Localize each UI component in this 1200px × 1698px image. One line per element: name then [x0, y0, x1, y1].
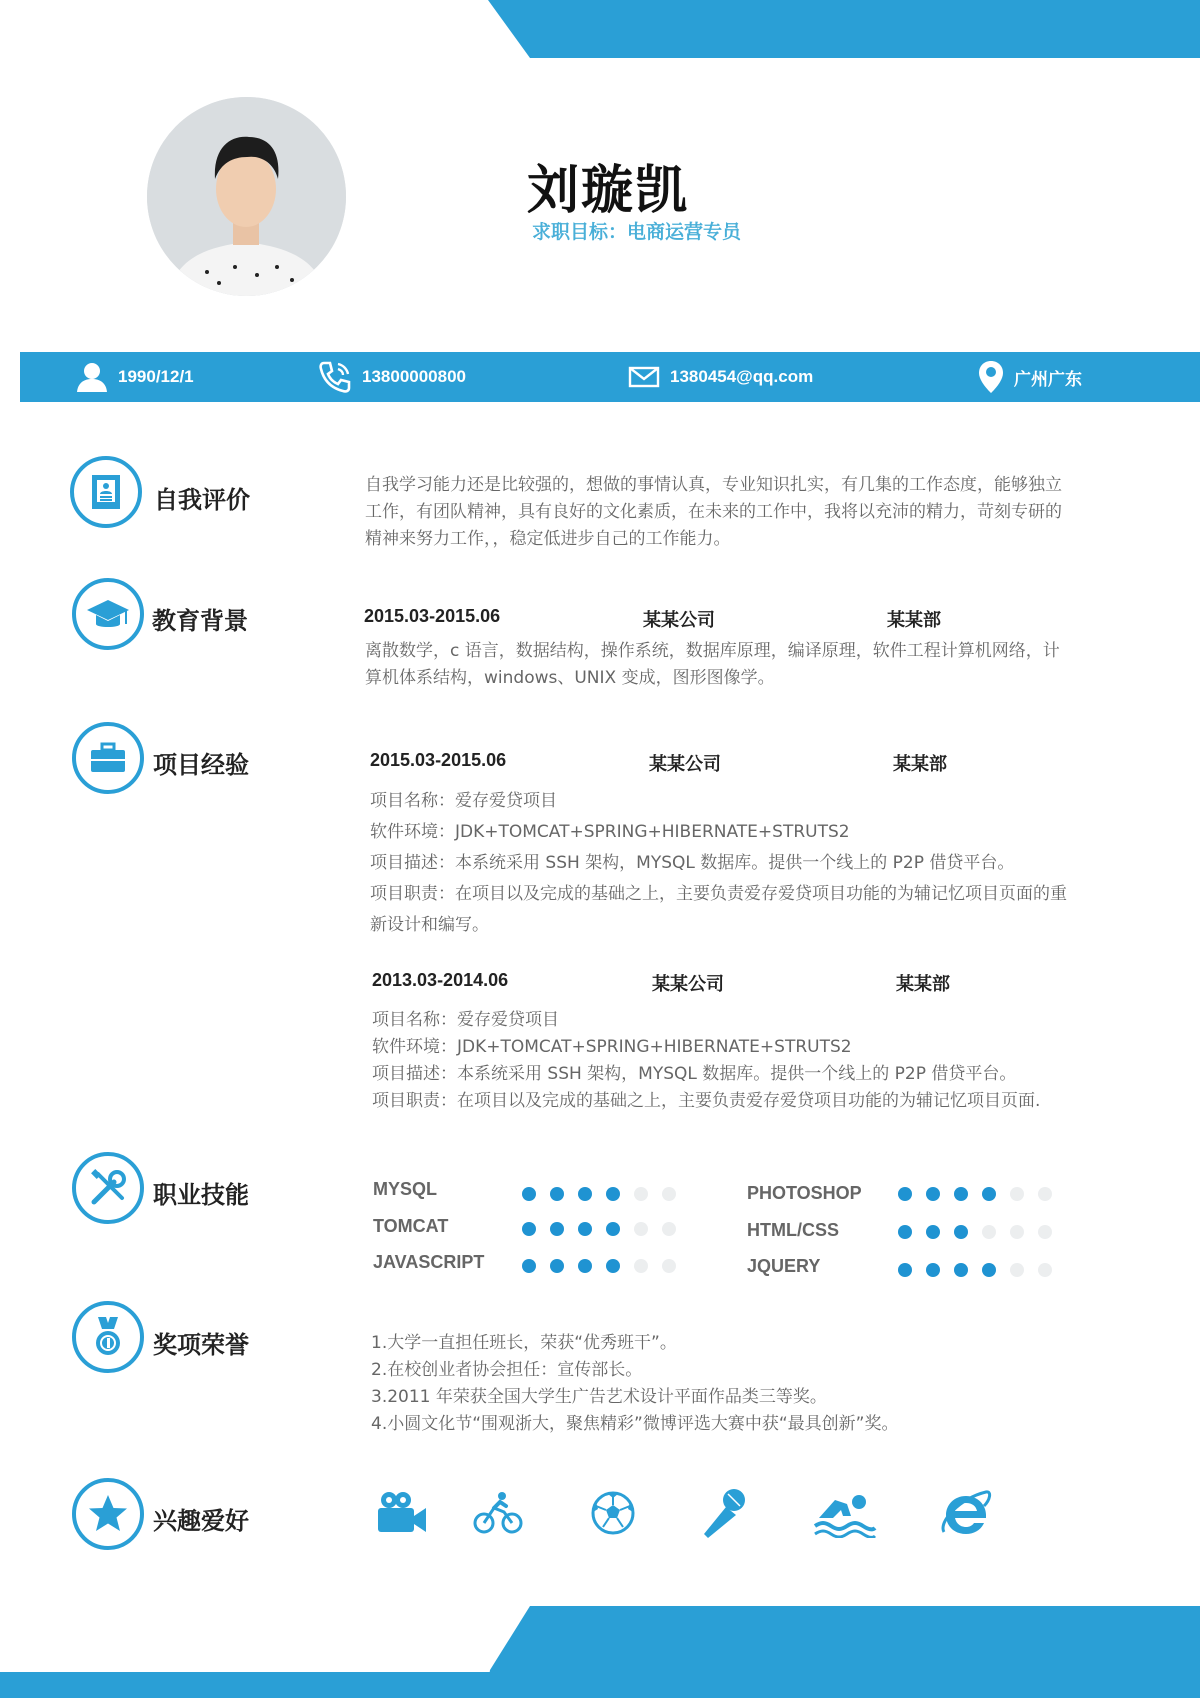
microphone-icon [698, 1486, 748, 1544]
self-eval-text [365, 472, 1125, 553]
skill-name: JAVASCRIPT [373, 1252, 485, 1272]
project-line: 软件环境：JDK+TOMCAT+SPRING+HIBERNATE+STRUTS2 [370, 822, 850, 842]
education-line: 算机体系结构，windows、UNIX 变成，图形图像学。 [365, 668, 775, 688]
skill-dot-filled [898, 1187, 912, 1201]
applicant-name: 刘璇凯 [527, 161, 690, 221]
skill-dot-filled [954, 1263, 968, 1277]
project-line: 项目名称：爱存爱贷项目 [372, 1010, 559, 1030]
location-item [978, 352, 1082, 402]
awards-section-icon [72, 1301, 144, 1373]
birthday-item [76, 352, 194, 402]
projects-section-icon [72, 722, 144, 794]
skill-dot-filled [926, 1187, 940, 1201]
phone-icon [318, 360, 352, 394]
skill-dot-filled [578, 1222, 592, 1236]
skill-dot-empty [1010, 1225, 1024, 1239]
awards-title: 奖项荣誉 [153, 1331, 249, 1359]
project-company: 某某公司 [652, 974, 724, 994]
award-line: 3.2011 年荣获全国大学生广告艺术设计平面作品类三等奖。 [371, 1387, 827, 1407]
project-line: 软件环境：JDK+TOMCAT+SPRING+HIBERNATE+STRUTS2 [372, 1037, 852, 1057]
skill-level-dots [898, 1187, 1052, 1201]
location-text: 广州广东 [1014, 369, 1082, 389]
skill-dot-filled [898, 1225, 912, 1239]
project-period: 2013.03-2014.06 [372, 970, 509, 990]
self-eval-title: 自我评价 [154, 486, 250, 514]
skill-dot-empty [634, 1187, 648, 1201]
project-dept: 某某部 [896, 974, 950, 994]
skill-dot-empty [662, 1187, 676, 1201]
swimming-icon [813, 1488, 877, 1542]
skill-dot-empty [662, 1259, 676, 1273]
skill-dot-empty [634, 1222, 648, 1236]
cycling-icon [472, 1490, 524, 1538]
education-title: 教育背景 [152, 607, 248, 635]
bottom-decor-band [0, 1598, 1200, 1698]
project-line: 项目描述：本系统采用 SSH 架构，MYSQL 数据库。提供一个线上的 P2P 借贷平台。 [370, 853, 1015, 873]
skill-dot-filled [522, 1222, 536, 1236]
skills-section-icon [72, 1152, 144, 1224]
projects-title: 项目经验 [153, 751, 249, 779]
skill-dot-filled [606, 1187, 620, 1201]
skill-dot-empty [1038, 1263, 1052, 1277]
skill-dot-filled [522, 1259, 536, 1273]
medal-icon [88, 1315, 128, 1359]
video-camera-icon [376, 1490, 428, 1540]
project-period: 2015.03-2015.06 [370, 750, 507, 770]
hobbies-section-icon [72, 1478, 144, 1550]
skill-level-dots [522, 1259, 676, 1273]
skill-dot-empty [662, 1222, 676, 1236]
skill-dot-filled [550, 1259, 564, 1273]
profile-photo [147, 97, 346, 296]
skill-dot-filled [522, 1187, 536, 1201]
project-dept: 某某部 [893, 754, 947, 774]
project-line: 项目描述：本系统采用 SSH 架构，MYSQL 数据库。提供一个线上的 P2P 借贷平台。 [372, 1064, 1017, 1084]
skill-dot-filled [954, 1187, 968, 1201]
skill-level-dots [522, 1222, 676, 1236]
skill-dot-empty [982, 1225, 996, 1239]
education-school: 某某公司 [643, 610, 715, 630]
skill-dot-empty [1038, 1225, 1052, 1239]
star-icon [86, 1492, 130, 1536]
award-line: 2.在校创业者协会担任：宣传部长。 [371, 1360, 643, 1380]
skill-dot-empty [1010, 1187, 1024, 1201]
location-pin-icon [978, 360, 1004, 394]
top-decor-band [0, 0, 1200, 58]
job-objective: 求职目标：电商运营专员 [532, 221, 742, 243]
award-line: 1.大学一直担任班长，荣获“优秀班干”。 [371, 1333, 677, 1353]
education-section-icon [72, 578, 144, 650]
skill-name: MYSQL [373, 1179, 438, 1199]
skill-dot-filled [550, 1187, 564, 1201]
skill-level-dots [522, 1187, 676, 1201]
tools-icon [88, 1168, 128, 1208]
skill-name: HTML/CSS [747, 1220, 839, 1240]
education-line: 离散数学，c 语言，数据结构，操作系统，数据库原理，编译原理，软件工程计算机网络，计 [365, 641, 1060, 661]
education-courses [365, 638, 1125, 692]
skills-title: 职业技能 [153, 1181, 249, 1209]
skill-dot-filled [982, 1263, 996, 1277]
project-line: 项目职责：在项目以及完成的基础之上，主要负责爱存爱贷项目功能的为辅记忆项目页面的重 [370, 884, 1067, 904]
self-eval-line: 自我学习能力还是比较强的，想做的事情认真，专业知识扎实，有几集的工作态度，能够独立 [365, 475, 1062, 495]
skill-dot-filled [926, 1263, 940, 1277]
project-line: 项目名称：爱存爱贷项目 [370, 791, 557, 811]
skill-dot-filled [550, 1222, 564, 1236]
mail-icon [628, 365, 660, 389]
email-item [628, 352, 813, 402]
skill-dot-filled [578, 1187, 592, 1201]
project-line: 项目职责：在项目以及完成的基础之上，主要负责爱存爱贷项目功能的为辅记忆项目页面. [372, 1091, 1041, 1111]
skill-dot-empty [634, 1259, 648, 1273]
skill-dot-filled [578, 1259, 592, 1273]
education-dept: 某某部 [887, 610, 941, 630]
user-icon [76, 362, 108, 392]
skill-dot-filled [982, 1187, 996, 1201]
skill-dot-filled [954, 1225, 968, 1239]
self-eval-section-icon [70, 456, 142, 528]
skill-dot-empty [1038, 1187, 1052, 1201]
graduation-cap-icon [85, 594, 131, 634]
self-eval-line: 精神来努力工作，，稳定低进步自己的工作能力。 [365, 529, 731, 549]
skill-level-dots [898, 1225, 1052, 1239]
award-line: 4.小圆文化节“围观浙大，聚焦精彩”微博评选大赛中获“最具创新”奖。 [371, 1414, 899, 1434]
skill-level-dots [898, 1263, 1052, 1277]
briefcase-icon [88, 740, 128, 776]
education-period: 2015.03-2015.06 [364, 606, 501, 626]
birthday-text: 1990/12/1 [118, 367, 194, 386]
soccer-ball-icon [590, 1490, 636, 1540]
phone-text: 13800000800 [362, 367, 467, 386]
self-eval-line: 工作，有团队精神，具有良好的文化素质，在未来的工作中，我将以充沛的精力，苛刻专研的 [365, 502, 1062, 522]
resume-document-icon [86, 472, 126, 512]
project-line: 新设计和编写。 [370, 915, 489, 935]
internet-explorer-icon [940, 1488, 992, 1542]
skill-dot-empty [1010, 1263, 1024, 1277]
skill-dot-filled [898, 1263, 912, 1277]
skill-name: TOMCAT [373, 1216, 449, 1236]
skill-name: PHOTOSHOP [747, 1183, 862, 1203]
skill-dot-filled [606, 1259, 620, 1273]
hobbies-title: 兴趣爱好 [153, 1507, 249, 1535]
contact-info-bar [20, 352, 1200, 402]
email-text: 1380454@qq.com [670, 367, 814, 386]
phone-item [318, 352, 466, 402]
skill-name: JQUERY [747, 1256, 821, 1276]
project-company: 某某公司 [649, 754, 721, 774]
skill-dot-filled [926, 1225, 940, 1239]
skill-dot-filled [606, 1222, 620, 1236]
